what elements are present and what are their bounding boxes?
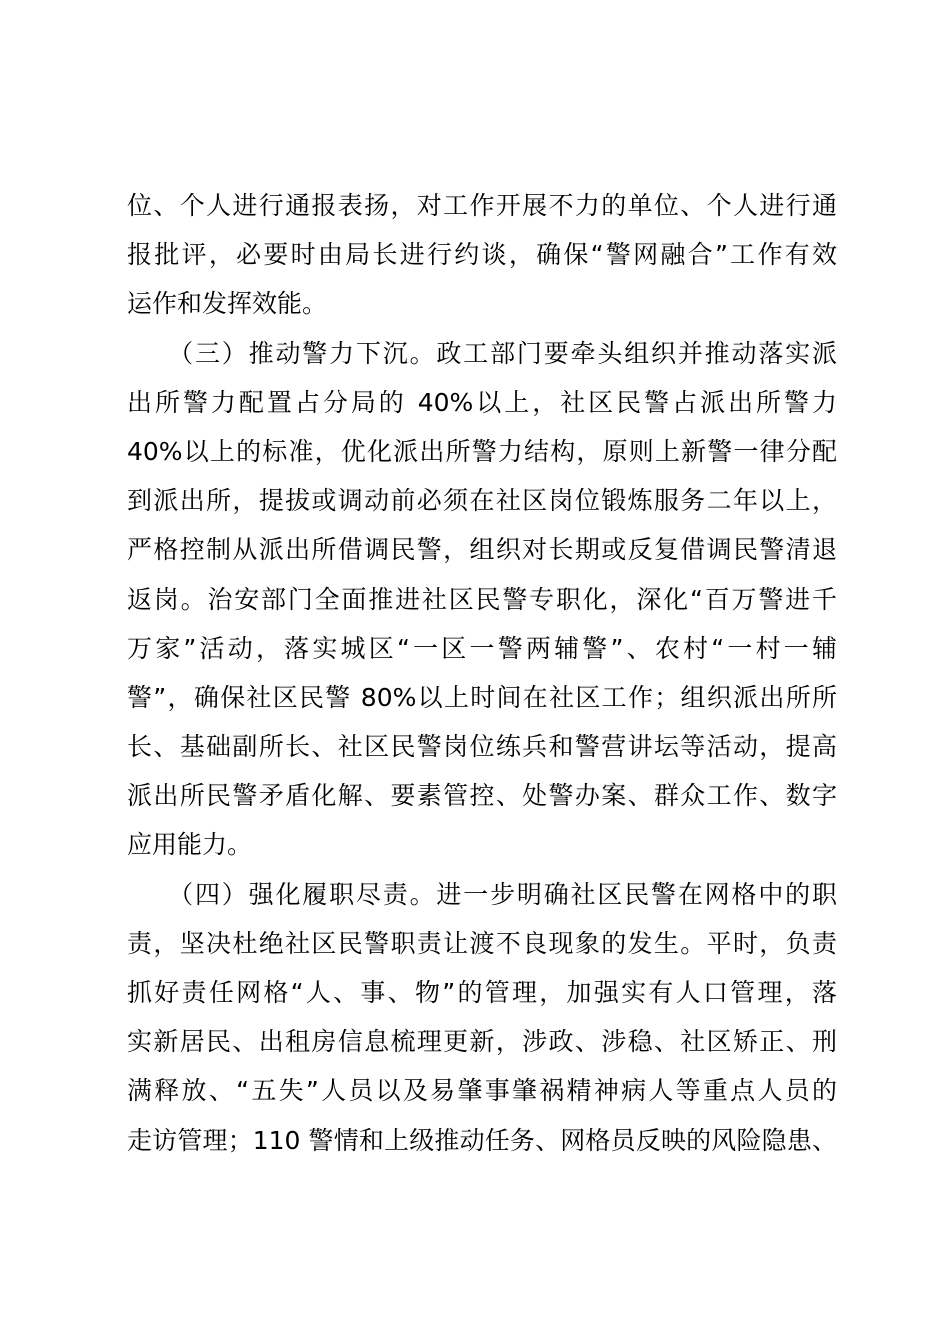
text-line: 满释放、“五失”人员以及易肇事肇祸精神病人等重点人员的 — [127, 1076, 837, 1106]
text-line: 到派出所，提拔或调动前必须在社区岗位锻炼服务二年以上， — [127, 486, 837, 516]
text-line: 返岗。治安部门全面推进社区民警专职化，深化“百万警进千 — [127, 584, 837, 614]
text-line: 抓好责任网格“人、事、物”的管理，加强实有人口管理，落 — [127, 978, 837, 1007]
text-line: 派出所民警矛盾化解、要素管控、处警办案、群众工作、数字 — [127, 781, 837, 811]
section-heading-line: （三）推动警力下沉。政工部门要牵头组织并推动落实派 — [127, 338, 837, 368]
text-line: 责，坚决杜绝社区民警职责让渡不良现象的发生。平时，负责 — [127, 928, 837, 958]
text-line: 严格控制从派出所借调民警，组织对长期或反复借调民警清退 — [127, 535, 837, 565]
text-line: 警”，确保社区民警 80%以上时间在社区工作；组织派出所所 — [127, 682, 837, 712]
text-line: 长、基础副所长、社区民警岗位练兵和警营讲坛等活动，提高 — [127, 732, 837, 762]
text-line: 应用能力。 — [127, 830, 253, 860]
text-line: 出所警力配置占分局的 40%以上，社区民警占派出所警力 — [127, 387, 837, 417]
text-line: 万家”活动，落实城区“一区一警两辅警”、农村“一村一辅 — [127, 633, 837, 663]
text-line: 运作和发挥效能。 — [127, 289, 328, 319]
body-text — [127, 181, 837, 1165]
text-line: 位、个人进行通报表扬，对工作开展不力的单位、个人进行通 — [127, 191, 837, 220]
text-line: 实新居民、出租房信息梳理更新，涉政、涉稳、社区矫正、刑 — [127, 1027, 837, 1057]
text-line: 40%以上的标准，优化派出所警力结构，原则上新警一律分配 — [127, 436, 837, 466]
section-heading-line: （四）强化履职尽责。进一步明确社区民警在网格中的职 — [127, 879, 837, 909]
text-line: 走访管理；110 警情和上级推动任务、网格员反映的风险隐患、 — [127, 1125, 837, 1155]
text-line: 报批评，必要时由局长进行约谈，确保“警网融合”工作有效 — [127, 240, 837, 270]
